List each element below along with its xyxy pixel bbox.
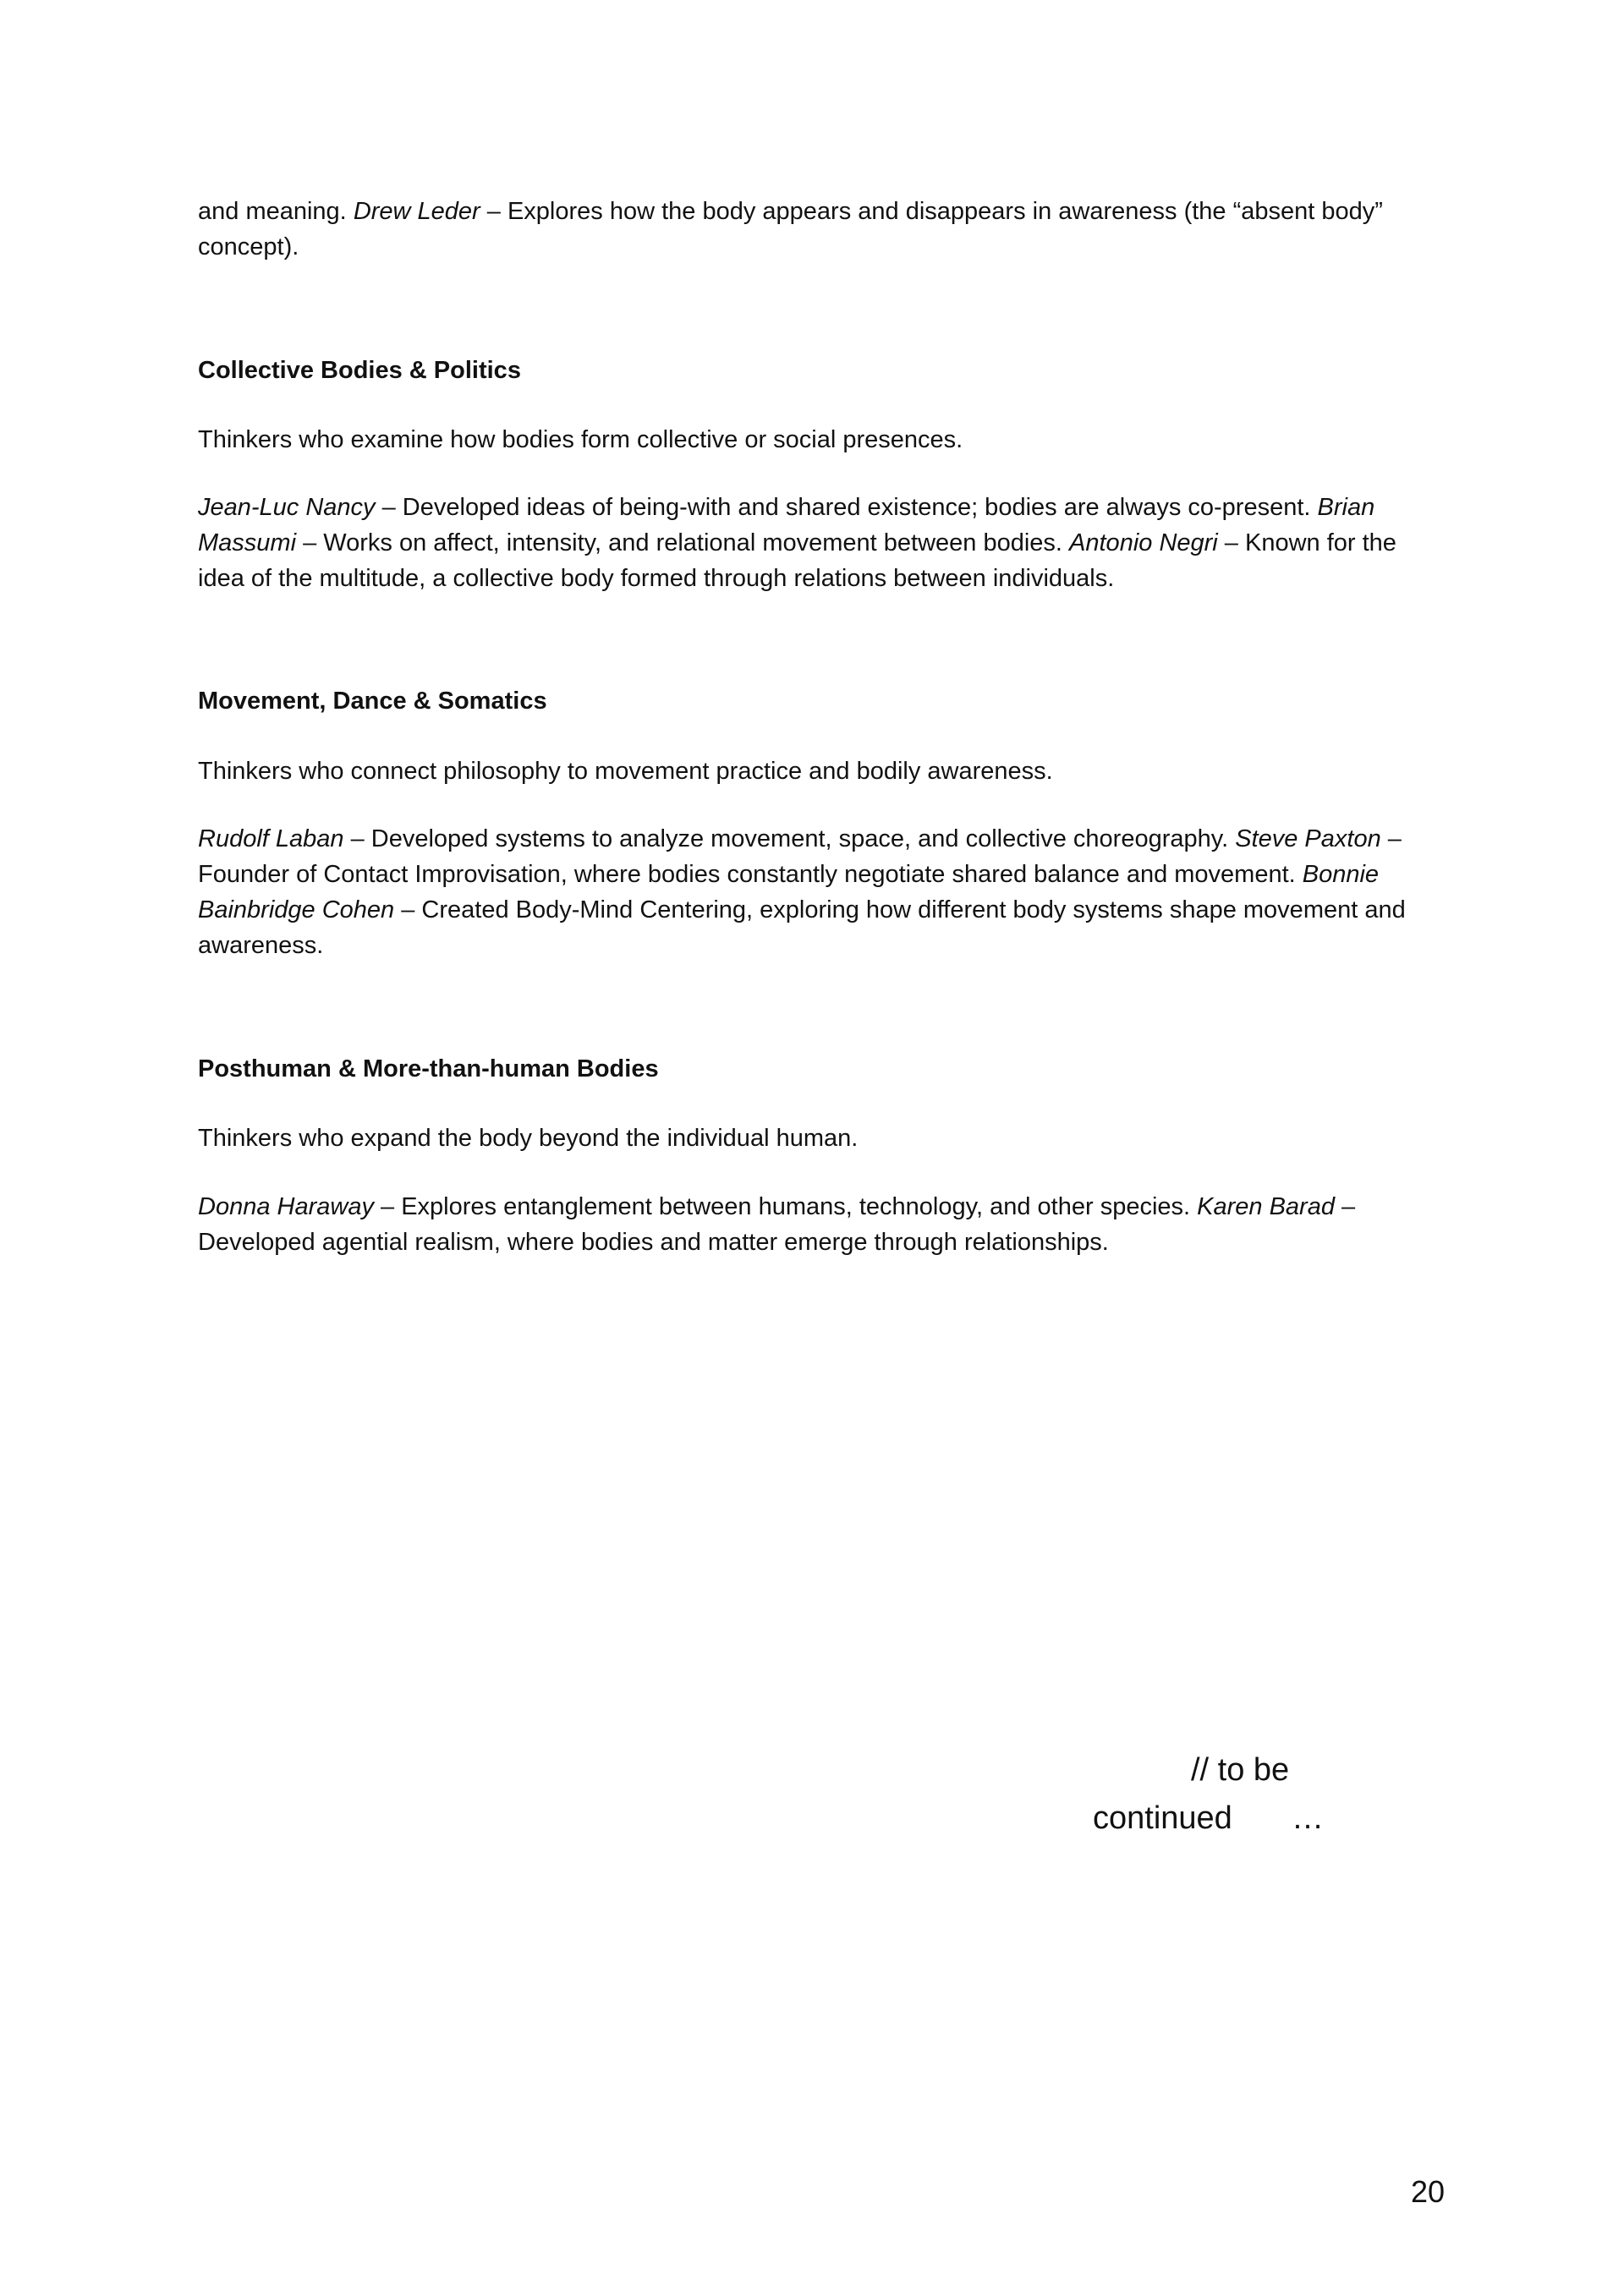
page-number: 20 (1410, 2174, 1445, 2209)
continued-label: continued (1093, 1800, 1232, 1836)
thinker-name: Steve Paxton (1235, 825, 1381, 852)
thinker-description: – Explores how the body appears and disappears in awareness (the “absent body” concept). (198, 198, 1383, 260)
ellipsis: … (1292, 1800, 1324, 1836)
thinkers-paragraph (198, 821, 1433, 963)
thinkers-paragraph (198, 490, 1433, 596)
thinker-description: – Developed agential realism, where bodies and matter emerge through relationships. (198, 1193, 1356, 1256)
thinker-name: Bonnie Bainbridge Cohen (198, 861, 1380, 923)
to-be-label: // to be (1191, 1752, 1290, 1788)
thinker-description: – Known for the idea of the multitude, a collective body formed through relations between individuals. (198, 529, 1396, 592)
intro-continuation-paragraph (198, 194, 1433, 265)
section-summary: Thinkers who examine how bodies form collective or social presences. (198, 426, 963, 453)
section-heading: Posthuman & More-than-human Bodies (198, 1055, 659, 1082)
thinker-name: Donna Haraway (198, 1193, 374, 1220)
section-summary: Thinkers who expand the body beyond the individual human. (198, 1125, 859, 1152)
thinker-description: – Works on affect, intensity, and relational movement between bodies. (296, 529, 1070, 556)
thinkers-paragraph (198, 1189, 1433, 1260)
thinker-name: Antonio Negri (1069, 529, 1218, 556)
thinker-description: – Created Body-Mind Centering, exploring how different body systems shape movement and awareness. (198, 896, 1406, 959)
section-heading: Movement, Dance & Somatics (198, 688, 547, 715)
thinker-description: – Founder of Contact Improvisation, where bodies constantly negotiate shared balance and movement. (198, 825, 1402, 888)
thinker-description: – Developed systems to analyze movement, space, and collective choreography. (343, 825, 1236, 852)
thinker-name: Jean-Luc Nancy (198, 494, 376, 521)
thinker-name: Karen Barad (1197, 1193, 1335, 1220)
thinker-description: – Explores entanglement between humans, technology, and other species. (373, 1193, 1198, 1220)
thinker-name: Rudolf Laban (198, 825, 344, 852)
thinker-description: – Developed ideas of being-with and shared existence; bodies are always co-present. (375, 494, 1318, 521)
section-summary: Thinkers who connect philosophy to movement practice and bodily awareness. (198, 758, 1053, 785)
section-heading: Collective Bodies & Politics (198, 357, 521, 384)
thinker-name: Drew Leder (353, 198, 480, 225)
thinker-name: Brian Massumi (198, 494, 1375, 556)
intro-lead: and meaning. (198, 198, 354, 225)
